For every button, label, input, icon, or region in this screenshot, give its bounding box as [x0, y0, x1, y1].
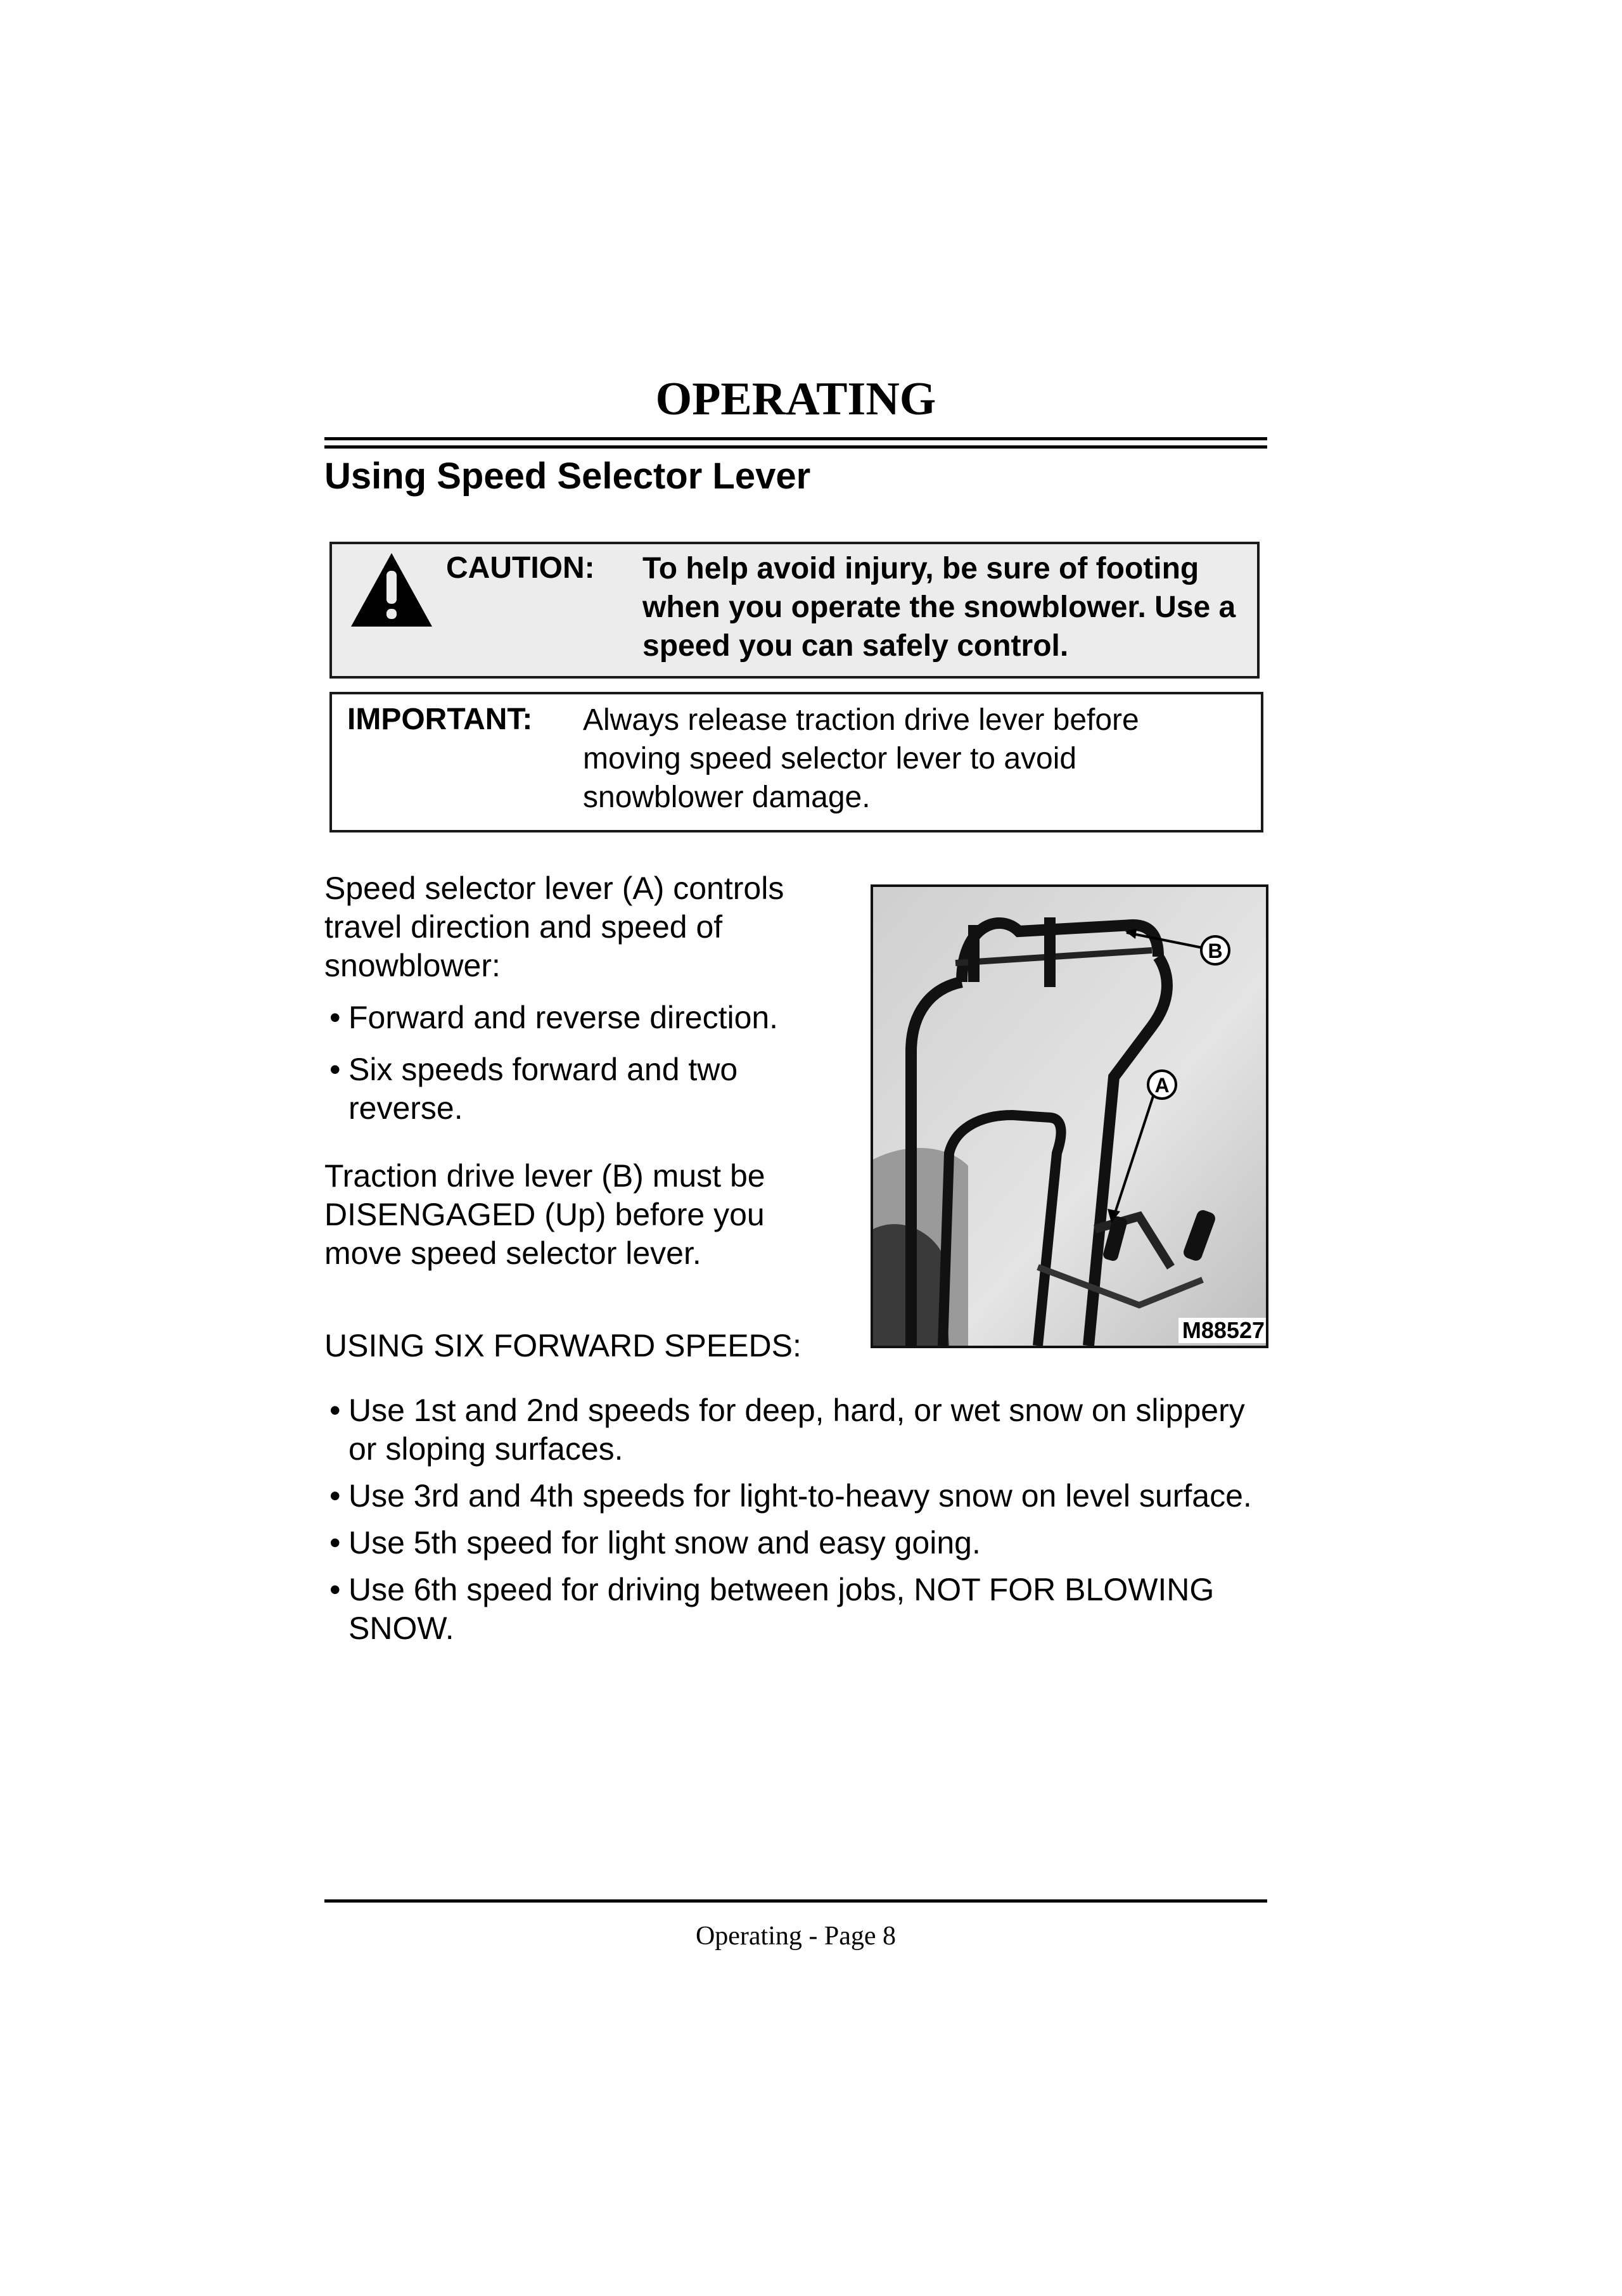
list-item-text: Six speeds forward and two reverse. [348, 1052, 738, 1126]
title-rule-secondary [324, 445, 1267, 449]
list-item [324, 998, 850, 1037]
callout-a-label: A [1154, 1074, 1170, 1097]
speed-bullet-list [324, 1391, 1262, 1656]
caution-label: CAUTION: [446, 551, 595, 585]
snowblower-handle-figure [871, 884, 1268, 1348]
six-speeds-heading: USING SIX FORWARD SPEEDS: [324, 1328, 801, 1363]
caution-text: To help avoid injury, be sure of footing when you operate the snowblower. Use a speed you can safely control. [642, 552, 1236, 663]
list-item [324, 1391, 1262, 1469]
bullet-marker: • [329, 1478, 341, 1514]
callout-b-label: B [1208, 940, 1223, 962]
figure-id: M88527 [1178, 1318, 1266, 1343]
important-text: Always release traction drive lever before moving speed selector lever to avoid snowblower damage. [583, 703, 1139, 814]
traction-note: Traction drive lever (B) must be DISENGAGED (Up) before you move speed selector lever. [324, 1158, 765, 1271]
list-item-text: Use 3rd and 4th speeds for light-to-heavy snow on level surface. [348, 1478, 1252, 1514]
page-title: OPERATING [655, 373, 936, 425]
bullet-marker: • [329, 1052, 341, 1087]
warning-triangle-icon [348, 551, 435, 629]
important-label: IMPORTANT: [347, 703, 533, 736]
page-footer: Operating - Page 8 [695, 1922, 897, 1951]
list-item-text: Use 1st and 2nd speeds for deep, hard, or wet snow on slippery or sloping surfaces. [348, 1393, 1245, 1467]
intro-paragraph: Speed selector lever (A) controls travel direction and speed of snowblower: [324, 871, 784, 983]
list-item [324, 1050, 850, 1128]
list-item-text: Use 6th speed for driving between jobs, NOT FOR BLOWING SNOW. [348, 1572, 1215, 1646]
snowblower-handle-illustration [873, 887, 1266, 1346]
bullet-marker: • [329, 1525, 341, 1560]
bullet-marker: • [329, 1572, 341, 1607]
footer-rule [324, 1899, 1267, 1903]
direction-bullet-list [324, 998, 850, 1141]
list-item [324, 1571, 1262, 1648]
list-item [324, 1524, 1262, 1562]
caution-box [329, 542, 1260, 679]
list-item-text: Forward and reverse direction. [348, 1000, 779, 1035]
section-heading: Using Speed Selector Lever [324, 456, 811, 497]
important-box [329, 692, 1263, 832]
list-item-text: Use 5th speed for light snow and easy going. [348, 1525, 981, 1560]
bullet-marker: • [329, 1393, 341, 1428]
list-item [324, 1477, 1262, 1515]
bullet-marker: • [329, 1000, 341, 1035]
title-rule [324, 437, 1267, 440]
